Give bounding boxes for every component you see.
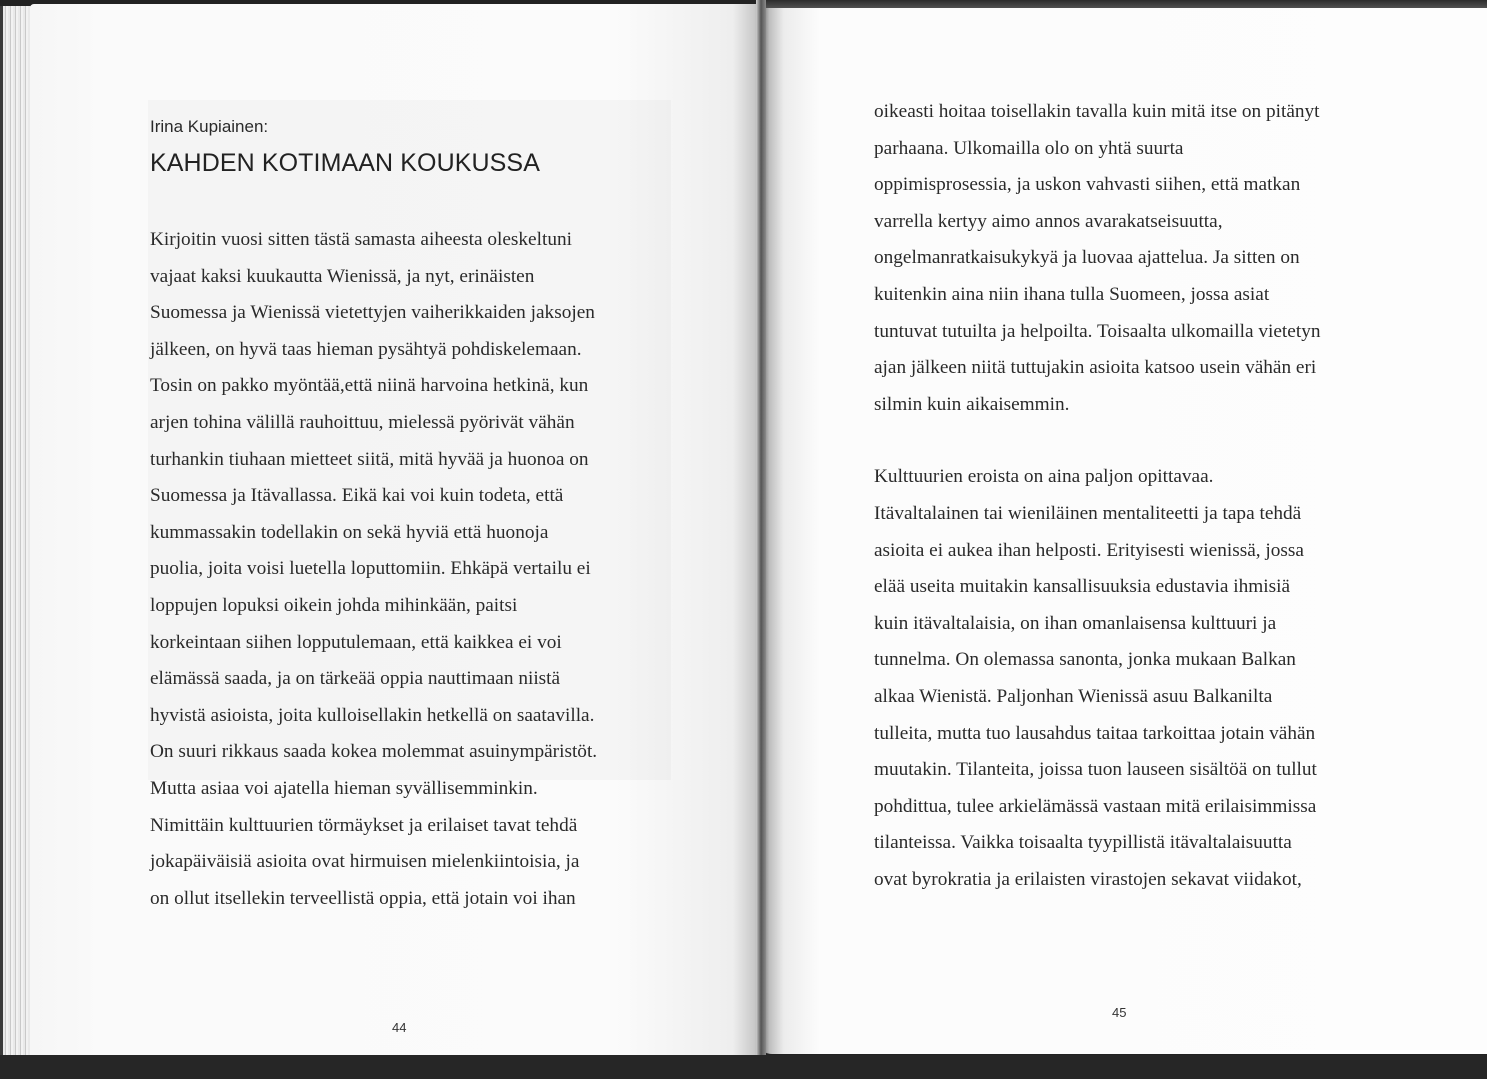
page-number-left: 44 (392, 1020, 407, 1035)
right-page (762, 8, 1487, 1054)
text-line: arjen tohina välillä rauhoittuu, mielessä pyörivät vähän (150, 411, 575, 433)
text-line: vajaat kaksi kuukautta Wienissä, ja nyt, erinäisten (150, 265, 535, 287)
text-line: loppujen lopuksi oikein johda mihinkään, paitsi (150, 594, 518, 616)
text-line: Suomessa ja Itävallassa. Eikä kai voi kuin todeta, että (150, 485, 564, 507)
paragraph-gap (874, 423, 1320, 459)
text-line: elämässä saada, ja on tärkeää oppia nauttimaan niistä (150, 668, 561, 690)
text-line: Tosin on pakko myöntää,että niinä harvoina hetkinä, kun (150, 375, 589, 397)
text-line: puolia, joita voisi luetella loputtomiin. Ehkäpä vertailu ei (150, 558, 591, 580)
text-line: tunnelma. On olemassa sanonta, jonka mukaan Balkan (874, 649, 1296, 671)
text-line: oppimisprosessia, ja uskon vahvasti siihen, että matkan (874, 174, 1301, 196)
text-line: asioita ei aukea ihan helposti. Erityisesti wienissä, jossa (874, 539, 1304, 561)
left-page (30, 4, 762, 1056)
text-line: parhaana. Ulkomailla olo on yhtä suurta (874, 137, 1184, 159)
text-line: kummassakin todellakin on sekä hyviä että huonoja (150, 521, 549, 543)
page-number-right: 45 (1112, 1005, 1127, 1020)
article-title: KAHDEN KOTIMAAN KOUKUSSA (150, 149, 540, 177)
text-line: Kirjoitin vuosi sitten tästä samasta aiheesta oleskeltuni (150, 229, 572, 250)
text-line: Itävaltalainen tai wieniläinen mentaliteetti ja tapa tehdä (874, 502, 1302, 524)
text-line: On suuri rikkaus saada kokea molemmat asuinympäristöt. (150, 741, 598, 763)
book-spine-gutter (756, 0, 766, 1060)
text-line: pohdittua, tulee arkielämässä vastaan mitä erilaisimmissa (874, 795, 1317, 817)
text-line: muutakin. Tilanteita, joissa tuon lauseen sisältöä on tullut (874, 759, 1317, 781)
text-line: ovat byrokratia ja erilaisten virastojen sekavat viidakot, (874, 868, 1302, 890)
text-line: oikeasti hoitaa toisellakin tavalla kuin mitä itse on pitänyt (874, 101, 1320, 122)
text-line: tilanteissa. Vaikka toisaalta tyypillistä itävaltalaisuutta (874, 832, 1292, 854)
text-line: varrella kertyy aimo annos avarakatseisuutta, (874, 210, 1223, 232)
text-line: Suomessa ja Wienissä vietettyjen vaiherikkaiden jaksojen (150, 302, 595, 324)
text-line: alkaa Wienistä. Paljonhan Wienissä asuu Balkanilta (874, 685, 1273, 707)
text-line: korkeintaan siihen lopputulemaan, että kaikkea ei voi (150, 631, 562, 653)
text-line: ongelmanratkaisukykyä ja luovaa ajattelua. Ja sitten on (874, 247, 1300, 269)
text-line: Nimittäin kulttuurien törmäykset ja erilaiset tavat tehdä (150, 814, 578, 836)
text-line: hyvistä asioista, joita kulloisellakin hetkellä on saatavilla. (150, 704, 595, 726)
text-line: elää useita muitakin kansallisuuksia edustavia ihmisiä (874, 576, 1291, 598)
right-body-text (874, 94, 1320, 898)
text-line: ajan jälkeen niitä tuttujakin asioita katsoo usein vähän eri (874, 357, 1317, 379)
text-line: kuin itävaltalaisia, on ihan omanlaisensa kulttuuri ja (874, 612, 1277, 634)
text-line: tulleita, mutta tuo lausahdus taitaa tarkoittaa jotain vähän (874, 722, 1316, 744)
text-line: Kulttuurien eroista on aina paljon opittavaa. (874, 466, 1214, 488)
author-byline: Irina Kupiainen: (150, 117, 269, 136)
text-line: silmin kuin aikaisemmin. (874, 393, 1070, 415)
left-body-text (150, 222, 597, 917)
text-line: tuntuvat tutuilta ja helpoilta. Toisaalta ulkomailla vietetyn (874, 320, 1321, 342)
scanner-background-bottom (0, 1055, 1487, 1079)
text-line: on ollut itsellekin terveellistä oppia, että jotain voi ihan (150, 887, 576, 909)
text-line: turhankin tiuhaan mietteet siitä, mitä hyvää ja huonoa on (150, 448, 589, 470)
text-line: Mutta asiaa voi ajatella hieman syvällisemminkin. (150, 777, 538, 799)
text-line: jälkeen, on hyvä taas hieman pysähtyä pohdiskelemaan. (150, 338, 582, 360)
text-line: kuitenkin aina niin ihana tulla Suomeen, jossa asiat (874, 283, 1270, 305)
text-line: jokapäiväisiä asioita ovat hirmuisen mielenkiintoisia, ja (150, 851, 580, 873)
